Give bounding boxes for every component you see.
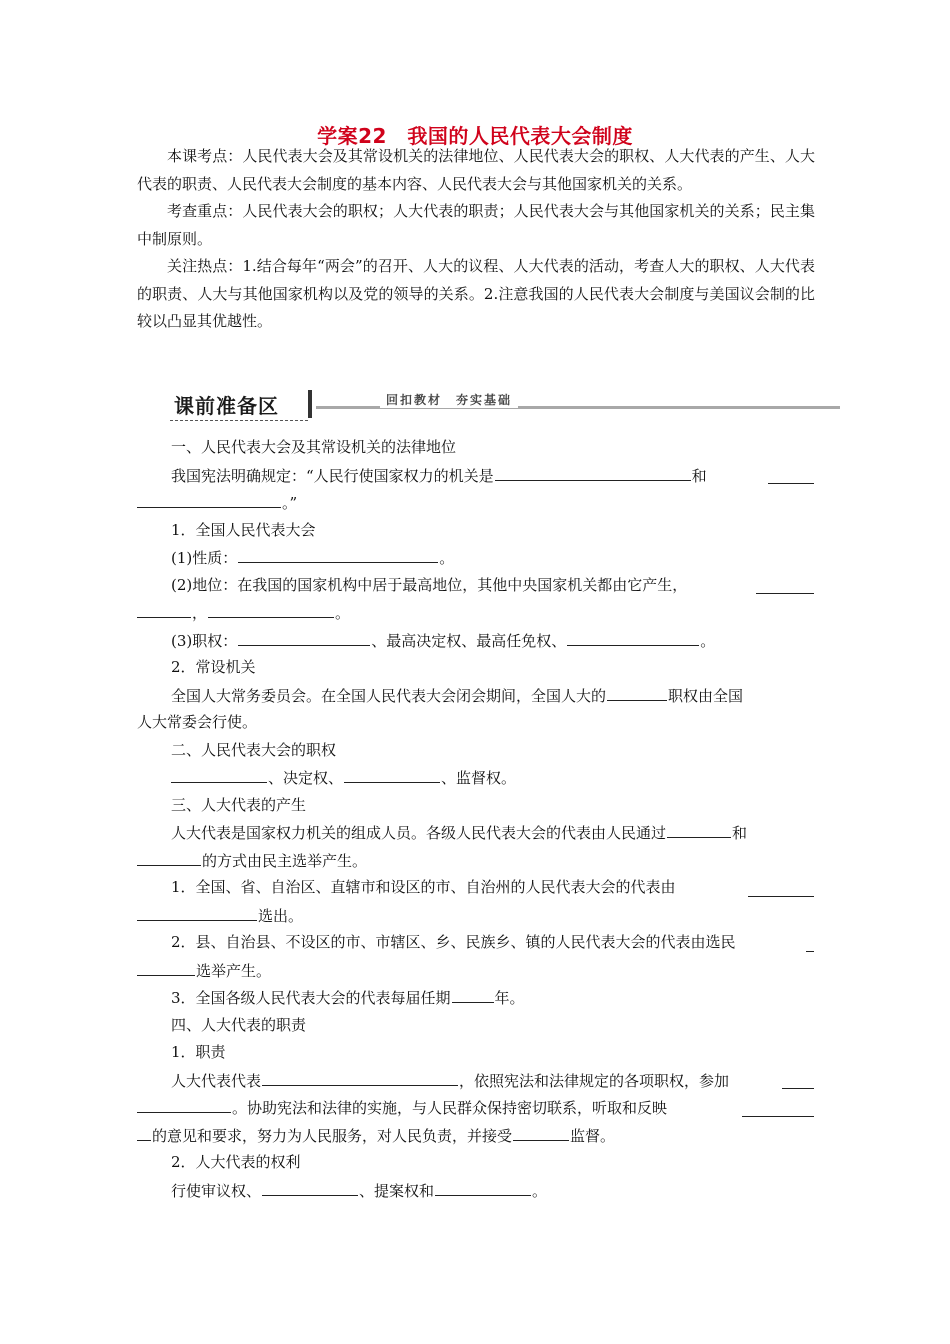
- text-line: 人大代表是国家权力机关的组成人员。各级人民代表大会的代表由人民通过 和: [137, 819, 815, 847]
- subsection-heading: 2．人大代表的权利: [171, 1153, 301, 1171]
- text-line: 全国人大常务委员会。在全国人民代表大会闭会期间，全国人大的 职权由全国: [137, 682, 815, 710]
- text-line: 人大代表代表 ，依照宪法和法律规定的各项职权，参加: [137, 1067, 815, 1095]
- text-line: 选出。: [137, 902, 815, 930]
- worksheet-content: [137, 434, 815, 1204]
- text-line: 2．县、自治县、不设区的市、市辖区、乡、民族乡、镇的人民代表大会的代表由选民: [137, 929, 815, 957]
- fill-blank[interactable]: [262, 1067, 458, 1086]
- fill-blank[interactable]: [452, 984, 494, 1003]
- subsection-heading: 2．常设机关: [171, 658, 256, 676]
- fill-blank[interactable]: [137, 1094, 231, 1113]
- fill-blank[interactable]: [137, 1122, 151, 1141]
- text-line: 、决定权、 、监督权。: [137, 764, 815, 792]
- fill-blank[interactable]: [238, 627, 370, 646]
- subsection-heading: 1．全国人民代表大会: [171, 520, 316, 539]
- fill-blank[interactable]: [768, 465, 814, 484]
- fill-blank[interactable]: [748, 878, 814, 897]
- fill-blank[interactable]: [435, 1177, 531, 1196]
- intro-section: [137, 143, 815, 336]
- fill-blank[interactable]: [137, 957, 195, 976]
- banner-title: 课前准备区: [174, 394, 279, 418]
- intro-redian: 关注热点：1.结合每年“两会”的召开、人大的议程、人大代表的活动，考查人大的职权、人大代表的职责、人大与其他国家机构以及党的领导的关系。2.注意我国的人民代表大会制度与美国议会制的比较以凸显其优越性。: [137, 257, 815, 330]
- subsection-heading: 1．职责: [171, 1043, 226, 1061]
- fill-blank[interactable]: [513, 1122, 569, 1141]
- fill-blank[interactable]: [742, 1098, 814, 1117]
- text-line: 人大常委会行使。: [137, 713, 258, 731]
- fill-blank[interactable]: [137, 847, 201, 866]
- fill-blank[interactable]: [806, 933, 814, 952]
- fill-blank[interactable]: [344, 764, 440, 783]
- text-line: 。”: [137, 489, 815, 517]
- fill-blank[interactable]: [667, 819, 731, 838]
- text-line: 1．全国、省、自治区、直辖市和设区的市、自治州的人民代表大会的代表由: [137, 874, 815, 902]
- intro-kaodian: 本课考点：人民代表大会及其常设机关的法律地位、人民代表大会的职权、人大代表的产生、人大代表的职责、人民代表大会制度的基本内容、人民代表大会与其他国家机关的关系。: [137, 147, 815, 193]
- text-line: 3．全国各级人民代表大会的代表每届任期 年。: [137, 984, 815, 1012]
- section-heading: 一、人民代表大会及其常设机关的法律地位: [171, 438, 457, 456]
- text-line: (3)职权： 、最高决定权、最高任免权、 。: [137, 627, 815, 655]
- fill-blank[interactable]: [171, 764, 267, 783]
- banner-subtitle: 回扣教材 夯实基础: [380, 391, 518, 408]
- text-line: 。协助宪法和法律的实施，与人民群众保持密切联系，听取和反映: [137, 1094, 815, 1122]
- text-line: 的方式由民主选举产生。: [137, 847, 815, 875]
- banner-divider: [308, 390, 312, 418]
- fill-blank[interactable]: [495, 462, 691, 481]
- fill-blank[interactable]: [208, 599, 334, 618]
- fill-blank[interactable]: [238, 544, 438, 563]
- text-line: (1)性质： 。: [137, 544, 815, 572]
- text-line: 行使审议权、 、提案权和 。: [137, 1177, 815, 1205]
- fill-blank[interactable]: [782, 1070, 814, 1089]
- text-line: 我国宪法明确规定：“人民行使国家权力的机关是 和: [137, 462, 815, 490]
- fill-blank[interactable]: [137, 489, 281, 508]
- section-banner: [170, 388, 840, 424]
- page-title: 学案22 我国的人民代表大会制度: [317, 124, 633, 148]
- text-line: 的意见和要求，努力为人民服务，对人民负责，并接受 监督。: [137, 1122, 815, 1150]
- text-line: 选举产生。: [137, 957, 815, 985]
- intro-zhongdian: 考查重点：人民代表大会的职权；人大代表的职责；人民代表大会与其他国家机关的关系；民主集中制原则。: [137, 202, 815, 248]
- fill-blank[interactable]: [137, 902, 257, 921]
- section-heading: 四、人大代表的职责: [171, 1015, 307, 1034]
- banner-underline: [170, 420, 308, 421]
- text-line: (2)地位：在我国的国家机构中居于最高地位，其他中央国家机关都由它产生，: [137, 572, 815, 600]
- fill-blank[interactable]: [756, 575, 814, 594]
- section-heading: 三、人大代表的产生: [171, 795, 307, 814]
- fill-blank[interactable]: [137, 599, 191, 618]
- fill-blank[interactable]: [262, 1177, 358, 1196]
- section-heading: 二、人民代表大会的职权: [171, 740, 337, 759]
- fill-blank[interactable]: [607, 682, 667, 701]
- text-line: ， 。: [137, 599, 815, 627]
- fill-blank[interactable]: [567, 627, 699, 646]
